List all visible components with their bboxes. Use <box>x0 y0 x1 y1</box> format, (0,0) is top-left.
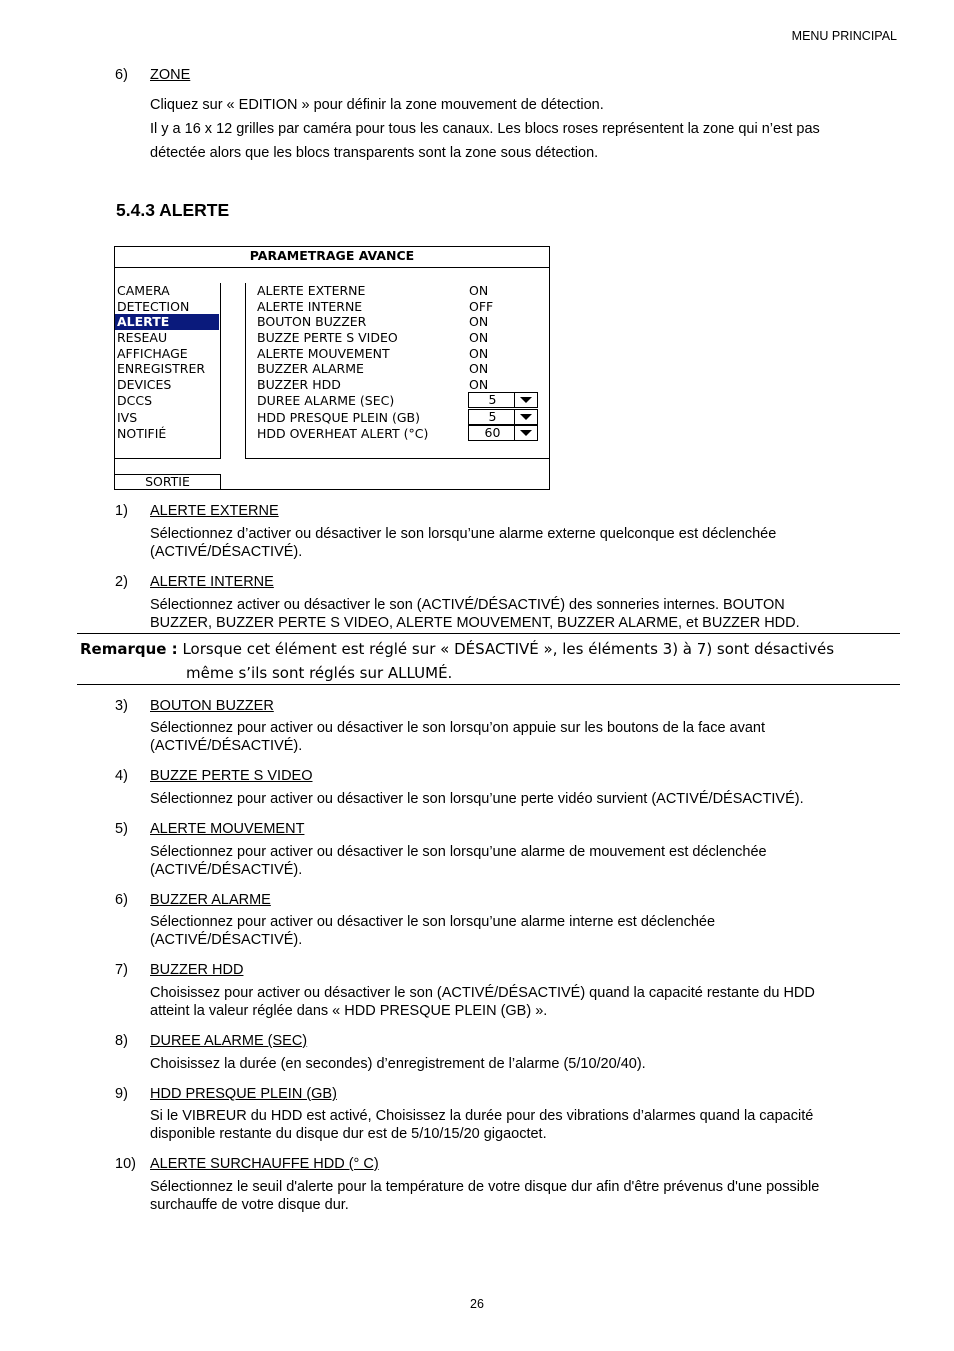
divider <box>77 633 900 634</box>
sidebar-item-camera[interactable]: CAMERA <box>117 283 170 298</box>
note <box>80 637 834 661</box>
text-line: (ACTIVÉ/DÉSACTIVÉ). <box>150 932 303 948</box>
item-title: ALERTE MOUVEMENT <box>150 821 305 837</box>
text-line: Il y a 16 x 12 grilles par caméra pour tous les canaux. Les blocs roses représentent la zone qui n’est pas <box>150 121 820 137</box>
item-description <box>150 1178 880 1214</box>
sidebar-item-reseau[interactable]: RESEAU <box>117 330 168 345</box>
item-description <box>150 525 880 561</box>
setting-label: ALERTE EXTERNE <box>257 283 366 298</box>
page-number: 26 <box>470 1297 484 1311</box>
sidebar-item-alerte[interactable]: ALERTE <box>115 314 219 330</box>
item-number: 6) <box>115 67 128 83</box>
text-line: Sélectionnez pour activer ou désactiver le son lorsqu’une alarme interne est déclenchée <box>150 914 716 930</box>
text-line: (ACTIVÉ/DÉSACTIVÉ). <box>150 862 303 878</box>
note-text-line2: même s’ils sont réglés sur ALLUMÉ. <box>186 664 453 682</box>
item-title: DUREE ALARME (SEC) <box>150 1033 308 1049</box>
setting-value[interactable]: ON <box>469 330 489 345</box>
dropdown-value: 5 <box>488 409 497 424</box>
item-description <box>150 913 880 949</box>
setting-value[interactable]: ON <box>469 361 489 376</box>
setting-value[interactable]: OFF <box>469 299 494 314</box>
item-number: 7) <box>115 962 128 978</box>
settings-panel <box>245 283 550 459</box>
item-description <box>150 719 880 755</box>
text-line: Choisissez la durée (en secondes) d’enregistrement de l’alarme (5/10/20/40). <box>150 1056 646 1072</box>
item-title: BUZZER HDD <box>150 962 244 978</box>
duration-dropdown[interactable] <box>468 392 538 408</box>
item-number: 9) <box>115 1086 128 1102</box>
item-title: BOUTON BUZZER <box>150 698 274 714</box>
item-number: 8) <box>115 1033 128 1049</box>
setting-label: BUZZE PERTE S VIDEO <box>257 330 398 345</box>
setting-label: ALERTE INTERNE <box>257 299 363 314</box>
menu-title: PARAMETRAGE AVANCE <box>115 247 549 268</box>
chevron-down-icon[interactable] <box>514 410 537 424</box>
divider <box>77 684 900 685</box>
item-number: 10) <box>115 1156 136 1172</box>
setting-row[interactable] <box>257 299 547 315</box>
sidebar-item-ivs[interactable]: IVS <box>117 410 138 425</box>
exit-button[interactable]: SORTIE <box>115 474 221 490</box>
setting-row[interactable] <box>257 377 547 393</box>
dropdown-value: 60 <box>484 425 501 440</box>
setting-value[interactable]: ON <box>469 346 489 361</box>
setting-label: DUREE ALARME (SEC) <box>257 393 395 408</box>
sidebar-item-notifie[interactable]: NOTIFIÉ <box>117 426 167 441</box>
item-title: ZONE <box>150 67 191 83</box>
item-title: ALERTE EXTERNE <box>150 503 279 519</box>
item-title: ALERTE INTERNE <box>150 574 274 590</box>
item-description <box>150 1107 880 1143</box>
setting-label: ALERTE MOUVEMENT <box>257 346 390 361</box>
setting-value[interactable]: ON <box>469 377 489 392</box>
setting-row[interactable] <box>257 410 547 426</box>
text-line: Sélectionnez le seuil d'alerte pour la température de votre disque dur afin d'être prévenus d'une possible <box>150 1179 820 1195</box>
item-title: ALERTE SURCHAUFFE HDD (° C) <box>150 1156 379 1172</box>
setting-label: BOUTON BUZZER <box>257 314 367 329</box>
item-number: 6) <box>115 892 128 908</box>
setting-row[interactable] <box>257 361 547 377</box>
sidebar-item-devices[interactable]: DEVICES <box>117 377 172 392</box>
zone-description <box>150 93 880 165</box>
item-description <box>150 984 880 1020</box>
text-line: Sélectionnez pour activer ou désactiver le son lorsqu’on appuie sur les boutons de la face avant <box>150 720 766 736</box>
text-line: (ACTIVÉ/DÉSACTIVÉ). <box>150 544 303 560</box>
text-line: Sélectionnez activer ou désactiver le son (ACTIVÉ/DÉSACTIVÉ) des sonneries internes. BOUTON <box>150 597 785 613</box>
sidebar-item-enregistrer[interactable]: ENREGISTRER <box>117 361 206 376</box>
sidebar-item-affichage[interactable]: AFFICHAGE <box>117 346 188 361</box>
item-number: 5) <box>115 821 128 837</box>
setting-row[interactable] <box>257 283 547 299</box>
text-line: Cliquez sur « EDITION » pour définir la zone mouvement de détection. <box>150 97 604 113</box>
sidebar-item-detection[interactable]: DETECTION <box>117 299 190 314</box>
note-text: Lorsque cet élément est réglé sur « DÉSACTIVÉ », les éléments 3) à 7) sont désactivés <box>177 640 835 658</box>
chevron-down-icon[interactable] <box>514 393 537 407</box>
item-title: HDD PRESQUE PLEIN (GB) <box>150 1086 337 1102</box>
running-header: MENU PRINCIPAL <box>791 29 897 43</box>
item-number: 2) <box>115 574 128 590</box>
setting-label: HDD PRESQUE PLEIN (GB) <box>257 410 420 425</box>
hdd-full-dropdown[interactable] <box>468 409 538 425</box>
item-number: 3) <box>115 698 128 714</box>
item-description <box>150 596 880 632</box>
text-line: Si le VIBREUR du HDD est activé, Choisissez la durée pour des vibrations d’alarmes quand la capacité <box>150 1108 814 1124</box>
text-line: Choisissez pour activer ou désactiver le son (ACTIVÉ/DÉSACTIVÉ) quand la capacité restante du HDD <box>150 985 815 1001</box>
setting-label: BUZZER ALARME <box>257 361 364 376</box>
setting-row[interactable] <box>257 330 547 346</box>
sidebar-item-dccs[interactable]: DCCS <box>117 393 153 408</box>
menu-sidebar <box>115 283 221 459</box>
section-heading: 5.4.3 ALERTE <box>116 200 230 220</box>
item-description <box>150 843 880 879</box>
text-line: (ACTIVÉ/DÉSACTIVÉ). <box>150 738 303 754</box>
note-label: Remarque : <box>80 640 178 658</box>
advanced-settings-menu <box>114 246 550 490</box>
text-line: surchauffe de votre disque dur. <box>150 1197 349 1213</box>
setting-value[interactable]: ON <box>469 314 489 329</box>
item-description <box>150 790 880 808</box>
text-line: disponible restante du disque dur est de 5/10/15/20 gigaoctet. <box>150 1126 547 1142</box>
item-description <box>150 1055 880 1073</box>
setting-row[interactable] <box>257 314 547 330</box>
setting-label: HDD OVERHEAT ALERT (°C) <box>257 426 429 441</box>
item-number: 4) <box>115 768 128 784</box>
setting-row[interactable] <box>257 346 547 362</box>
item-number: 1) <box>115 503 128 519</box>
setting-value[interactable]: ON <box>469 283 489 298</box>
setting-row[interactable] <box>257 426 547 442</box>
dropdown-value: 5 <box>488 392 497 407</box>
item-title: BUZZER ALARME <box>150 892 271 908</box>
text-line: BUZZER, BUZZER PERTE S VIDEO, ALERTE MOUVEMENT, BUZZER ALARME, et BUZZER HDD. <box>150 615 800 631</box>
text-line: atteint la valeur réglée dans « HDD PRESQUE PLEIN (GB) ». <box>150 1003 548 1019</box>
setting-row[interactable] <box>257 393 547 409</box>
text-line: Sélectionnez d’activer ou désactiver le son lorsqu’une alarme externe quelconque est déclenchée <box>150 526 777 542</box>
chevron-down-icon[interactable] <box>514 426 537 440</box>
text-line: Sélectionnez pour activer ou désactiver le son lorsqu’une perte vidéo survient (ACTIVÉ/DÉSACTIVÉ). <box>150 791 804 807</box>
overheat-dropdown[interactable] <box>468 425 538 441</box>
text-line: détectée alors que les blocs transparents sont la zone sous détection. <box>150 145 599 161</box>
setting-label: BUZZER HDD <box>257 377 341 392</box>
text-line: Sélectionnez pour activer ou désactiver le son lorsqu’une alarme de mouvement est déclenchée <box>150 844 767 860</box>
item-title: BUZZE PERTE S VIDEO <box>150 768 313 784</box>
